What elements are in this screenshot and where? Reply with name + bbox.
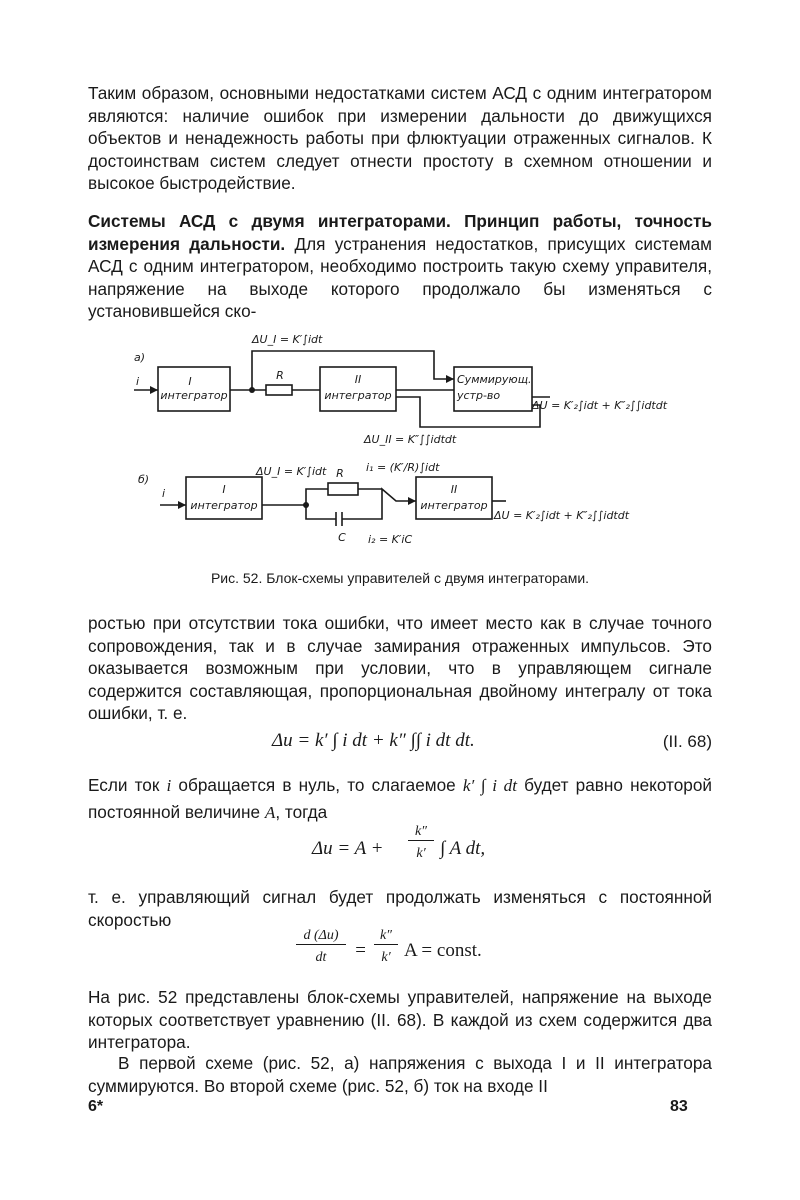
eq3-equals: = [354, 940, 367, 961]
eq3-right: A = const. [404, 940, 482, 961]
eq2-right: ∫ A dt, [440, 838, 486, 859]
b-block-1-text: интегратор [190, 499, 258, 512]
a-summator-line1: Суммирующ. [457, 373, 532, 386]
label-b: б) [138, 473, 150, 486]
paragraph-3: ростью при отсутствии тока ошибки, что имеет место как в случае точного сопровождения, так и в случае замирания отраженных импульсов. Это оказывается возможным при условии, что в управляющем сигнале содержится составляющая, пропорциональная двойному интегралу от тока ошибки, т. е. [88, 613, 712, 724]
eq3-num: d (Δu) [296, 928, 346, 945]
paragraph-6: На рис. 52 представлены блок-схемы управителей, напряжение на выходе которых соответствует уравнению (II. 68). В каждой из схем содержится два интегратора. [88, 987, 712, 1053]
equation-II-68: Δu = k′ ∫ i dt + k″ ∫∫ i dt dt. [272, 730, 475, 751]
eq3-k-num: k″ [374, 928, 398, 945]
b-block-1-num: I [222, 483, 226, 496]
signature-mark: 6* [88, 1098, 104, 1115]
paragraph-2-text: Для устранения недостатков, присущих системам АСД с одним интегратором, необходимо построить такую схему управителя, напряжение на выходе которого продолжало бы изменяться с установившейся ско- [88, 233, 712, 322]
p4-text-b: обращается в нуль, то слагаемое [171, 775, 463, 795]
p4-var-A: A [264, 803, 276, 822]
b-resistor-label: R [336, 467, 344, 480]
equation-number: (II. 68) [662, 732, 712, 751]
b-i1-formula: i₁ = (K′/R)∫idt [366, 461, 440, 474]
a-bottom-formula: ΔU_II = K″∫∫idtdt [364, 433, 457, 446]
a-block-1-num: I [188, 375, 192, 388]
a-input-i: i [136, 375, 140, 388]
eq2-num: k″ [408, 824, 434, 841]
b-resistor [328, 483, 358, 495]
paragraph-1: Таким образом, основными недостатками систем АСД с одним интегратором являются: наличие ошибок при измерении дальности до движущихся объектов и ненадежность работы при флюктуации отраженных сигналов. К достоинствам систем следует отнести простоту в схемном отношении и высокое быстродействие. [88, 83, 712, 194]
b-top-formula: ΔU_I = K′∫idt [256, 465, 327, 478]
p4-text-a: Если ток [88, 775, 167, 795]
a-block-2-text: интегратор [324, 389, 392, 402]
paragraph-2 [88, 210, 712, 323]
p4-var-i: i [166, 776, 172, 795]
a-block-2-num: II [354, 373, 362, 386]
figure-52 [120, 325, 680, 565]
a-resistor [266, 385, 292, 395]
paragraph-7: В первой схеме (рис. 52, а) напряжения с выхода I и II интегратора суммируются. Во второй схеме (рис. 52, б) ток на входе II [88, 1053, 712, 1096]
a-summator-line2: устр-во [457, 389, 501, 402]
p4-text-c: будет равно некоторой постоянной величине [88, 775, 712, 822]
a-block-1-text: интегратор [160, 389, 228, 402]
figure-caption: Рис. 52. Блок-схемы управителей с двумя интеграторами. [210, 570, 590, 586]
eq2-left: Δu = A + [312, 838, 384, 859]
b-block-2-text: интегратор [420, 499, 488, 512]
page-number: 83 [670, 1098, 688, 1115]
b-block-2-num: II [450, 483, 458, 496]
paragraph-4 [88, 772, 712, 826]
p4-term: k′ ∫ i dt [462, 776, 518, 795]
paragraph-5: т. е. управляющий сигнал будет продолжать изменяться с постоянной скоростью [88, 887, 712, 930]
a-top-formula: ΔU_I = K′∫idt [252, 333, 323, 346]
section-heading: Системы АСД с двумя интеграторами. Принцип работы, точность измерения дальности. [88, 211, 712, 254]
eq2-den: k′ [416, 846, 426, 861]
a-resistor-label: R [276, 369, 284, 382]
b-input-i: i [162, 487, 166, 500]
eq3-den: dt [315, 950, 327, 965]
eq3-k-den: k′ [381, 950, 391, 965]
b-capacitor-label: C [338, 531, 346, 544]
a-output-formula: ΔU = K′₂∫idt + K″₂∫∫idtdt [532, 399, 668, 412]
label-a: а) [134, 351, 146, 364]
b-output-formula: ΔU = K′₂∫idt + K″₂∫∫idtdt [494, 509, 630, 522]
p4-text-d: , тогда [275, 802, 328, 822]
b-i2-formula: i₂ = K′iC [368, 533, 413, 546]
